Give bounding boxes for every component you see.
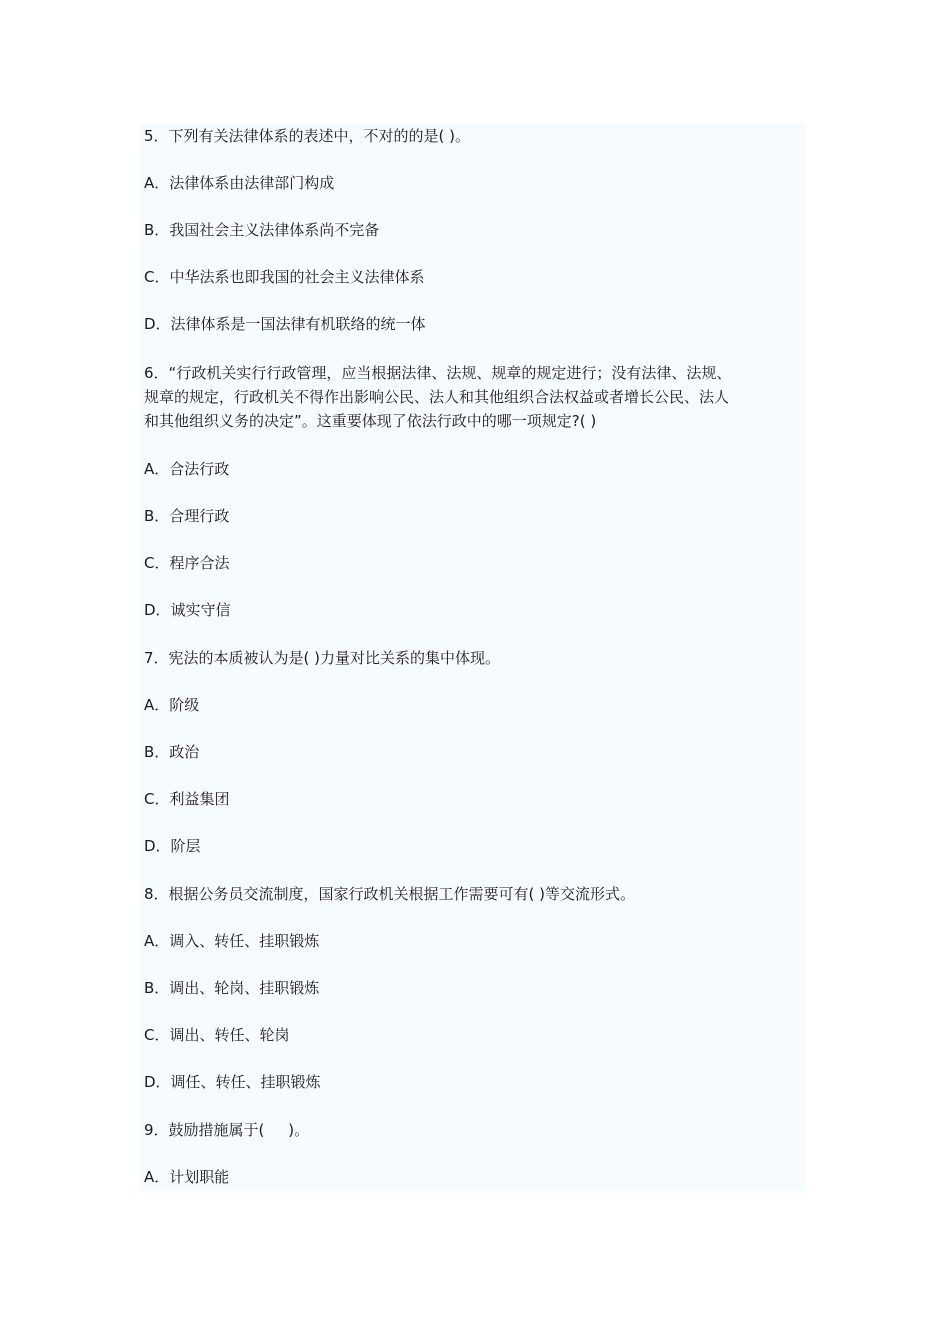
question-8-option-b: B．调出、轮岗、挂职锻炼 [144, 979, 320, 997]
question-7-option-a: A．阶级 [144, 696, 200, 714]
question-6-option-c: C．程序合法 [144, 554, 230, 572]
question-8-option-d: D．调任、转任、挂职锻炼 [144, 1073, 321, 1091]
question-5-option-c: C．中华法系也即我国的社会主义法律体系 [144, 268, 425, 286]
question-5-option-d: D．法律体系是一国法律有机联络的统一体 [144, 315, 426, 333]
question-6-stem-line-1: 6．“行政机关实行行政管理，应当根据法律、法规、规章的规定进行；没有法律、法规、 [144, 364, 732, 382]
question-8-option-c: C．调出、转任、轮岗 [144, 1026, 290, 1044]
question-9-stem: 9．鼓励措施属于( )。 [144, 1121, 310, 1139]
question-8-option-a: A．调入、转任、挂职锻炼 [144, 932, 320, 950]
question-5-option-b: B．我国社会主义法律体系尚不完备 [144, 221, 380, 239]
question-6-stem [144, 361, 806, 433]
question-6-option-a: A．合法行政 [144, 460, 230, 478]
question-7-option-d: D．阶层 [144, 837, 201, 855]
question-6-stem-line-2: 规章的规定，行政机关不得作出影响公民、法人和其他组织合法权益或者增长公民、法人 [144, 388, 730, 406]
question-7-option-c: C．利益集团 [144, 790, 230, 808]
question-7-stem: 7．宪法的本质被认为是( )力量对比关系的集中体现。 [144, 649, 501, 667]
question-6-stem-line-3: 和其他组织义务的决定”。这重要体现了依法行政中的哪一项规定?( ) [144, 412, 597, 430]
question-8-stem: 8．根据公务员交流制度，国家行政机关根据工作需要可有( )等交流形式。 [144, 885, 636, 903]
question-9-option-a: A．计划职能 [144, 1168, 230, 1186]
question-6-option-d: D．诚实守信 [144, 601, 231, 619]
question-5-stem: 5．下列有关法律体系的表述中，不对的的是( )。 [144, 127, 471, 145]
question-6-option-b: B．合理行政 [144, 507, 230, 525]
question-7-option-b: B．政治 [144, 743, 200, 761]
question-5-option-a: A．法律体系由法律部门构成 [144, 174, 335, 192]
